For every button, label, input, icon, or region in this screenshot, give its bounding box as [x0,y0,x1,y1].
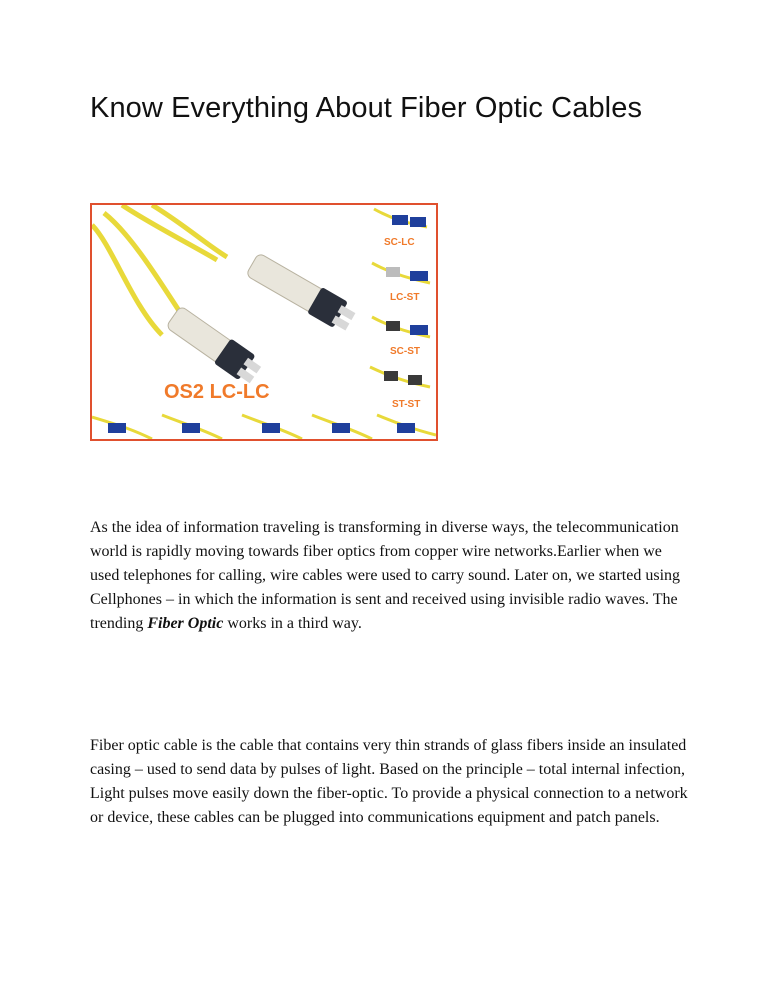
connector-label-sc-lc: SC-LC [384,237,415,248]
intro-text-after: works in a third way. [223,615,362,632]
connector-label-sc-st: SC-ST [390,346,420,357]
connector-label-lc-st: LC-ST [390,292,420,303]
intro-paragraph [90,516,690,636]
connector-label-st-st: ST-ST [392,399,421,410]
page-title: Know Everything About Fiber Optic Cables [90,92,643,124]
fiber-optic-emphasis: Fiber Optic [147,615,224,632]
definition-paragraph: Fiber optic cable is the cable that contains very thin strands of glass fibers inside an insulated casing – used to send data by pulses of light. Based on the principle – total internal infection, Light pulses move easily down the fiber-optic. To provide a physical connection to a network or device, these cables can be plugged into communications equipment and patch panels. [90,737,688,826]
intro-text-before: As the idea of information traveling is transforming in diverse ways, the telecommunication world is rapidly moving towards fiber optics from copper wire networks.Earlier when we used telephones for calling, wire cables were used to carry sound. Later on, we started using Cellphones – in which the information is sent and received using invisible radio waves. The trending [90,519,681,632]
figure-main-label: OS2 LC-LC [164,381,270,403]
fiber-cable-image [90,203,438,441]
